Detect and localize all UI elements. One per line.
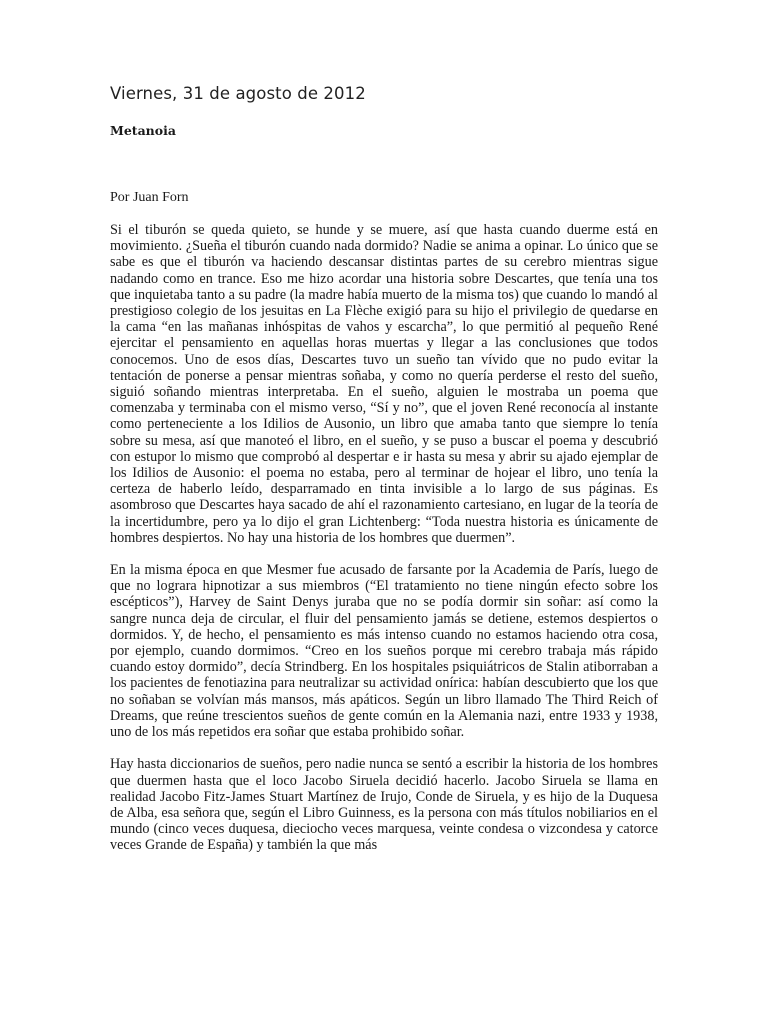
paragraph: En la misma época en que Mesmer fue acusado de farsante por la Academia de París, luego de que no lograra hipnotizar a sus miembros (“El tratamiento no tiene ningún efecto sobre los escépticos”), Harvey de Saint Denys juraba que no se podía dormir sin soñar: así como la sangre nunca deja de circular, el fluir del pensamiento jamás se detiene, estemos despiertos o dormidos. Y, de hecho, el pensamiento es más intenso cuando no estamos haciendo otra cosa, por ejemplo, cuando dormimos. “Creo en los sueños porque mi cerebro trabaja más rápido cuando estoy dormido”, decía Strindberg. En los hospitales psiquiátricos de Stalin atiborraban a los pacientes de fenotiazina para neutralizar su actividad onírica: habían descubierto que los que no soñaban se volvían más mansos, más apáticos. Según un libro llamado The Third Reich of Dreams, que reúne trescientos sueños de gente común en la Alemania nazi, entre 1933 y 1938, uno de los más repetidos era soñar que estaba prohibido soñar. [110,562,658,741]
paragraph: Si el tiburón se queda quieto, se hunde y se muere, así que hasta cuando duerme está en movimiento. ¿Sueña el tiburón cuando nada dormido? Nadie se anima a opinar. Lo único que se sabe es que el tiburón va haciendo descansar distintas partes de su cerebro mientras sigue nadando como en trance. Eso me hizo acordar una historia sobre Descartes, que tenía una tos que inquietaba tanto a su padre (la madre había muerto de la misma tos) que cuando lo mandó al prestigioso colegio de los jesuitas en La Flèche exigió para su hijo el privilegio de quedarse en la cama “en las mañanas inhóspitas de vahos y escarcha”, lo que permitió al pequeño René ejercitar el pensamiento en aquellas horas muertas y llegar a las conclusiones que todos conocemos. Uno de esos días, Descartes tuvo un sueño tan vívido que no pudo evitar la tentación de ponerse a pensar mientras soñaba, y como no quería perderse el resto del sueño, siguió soñando mientras interpretaba. En el sueño, alguien le mostraba un poema que comenzaba y terminaba con el mismo verso, “Sí y no”, que el joven René reconocía al instante como perteneciente a los Idilios de Ausonio, un libro que amaba tanto que siempre lo tenía sobre su mesa, así que manoteó el libro, en el sueño, y se puso a buscar el poema y descubrió con estupor lo mismo que comprobó al despertar e ir hasta su mesa y abrir su ajado ejemplar de los Idilios de Ausonio: el poema no estaba, pero al terminar de hojear el libro, uno tenía la certeza de haberlo leído, desparramado en tinta invisible a lo largo de sus páginas. Es asombroso que Descartes haya sacado de ahí el razonamiento cartesiano, en lugar de la teoría de la incertidumbre, pero ya lo dijo el gran Lichtenberg: “Toda nuestra historia es únicamente de hombres despiertos. No hay una historia de los hombres que duermen”. [110,222,658,546]
paragraph: Hay hasta diccionarios de sueños, pero nadie nunca se sentó a escribir la historia de los hombres que duermen hasta que el loco Jacobo Siruela decidió hacerlo. Jacobo Siruela se llama en realidad Jacobo Fitz-James Stuart Martínez de Irujo, Conde de Siruela, y es hijo de la Duquesa de Alba, esa señora que, según el Libro Guinness, es la persona con más títulos nobiliarios en el mundo (cinco veces duquesa, dieciocho veces marquesa, veinte condesa o vizcondesa y catorce veces Grande de España) y también la que más [110,756,658,854]
post-date: Viernes, 31 de agosto de 2012 [110,84,366,103]
article-title: Metanoia [110,123,176,138]
document-page [110,84,658,870]
author-byline: Por Juan Forn [110,190,189,205]
